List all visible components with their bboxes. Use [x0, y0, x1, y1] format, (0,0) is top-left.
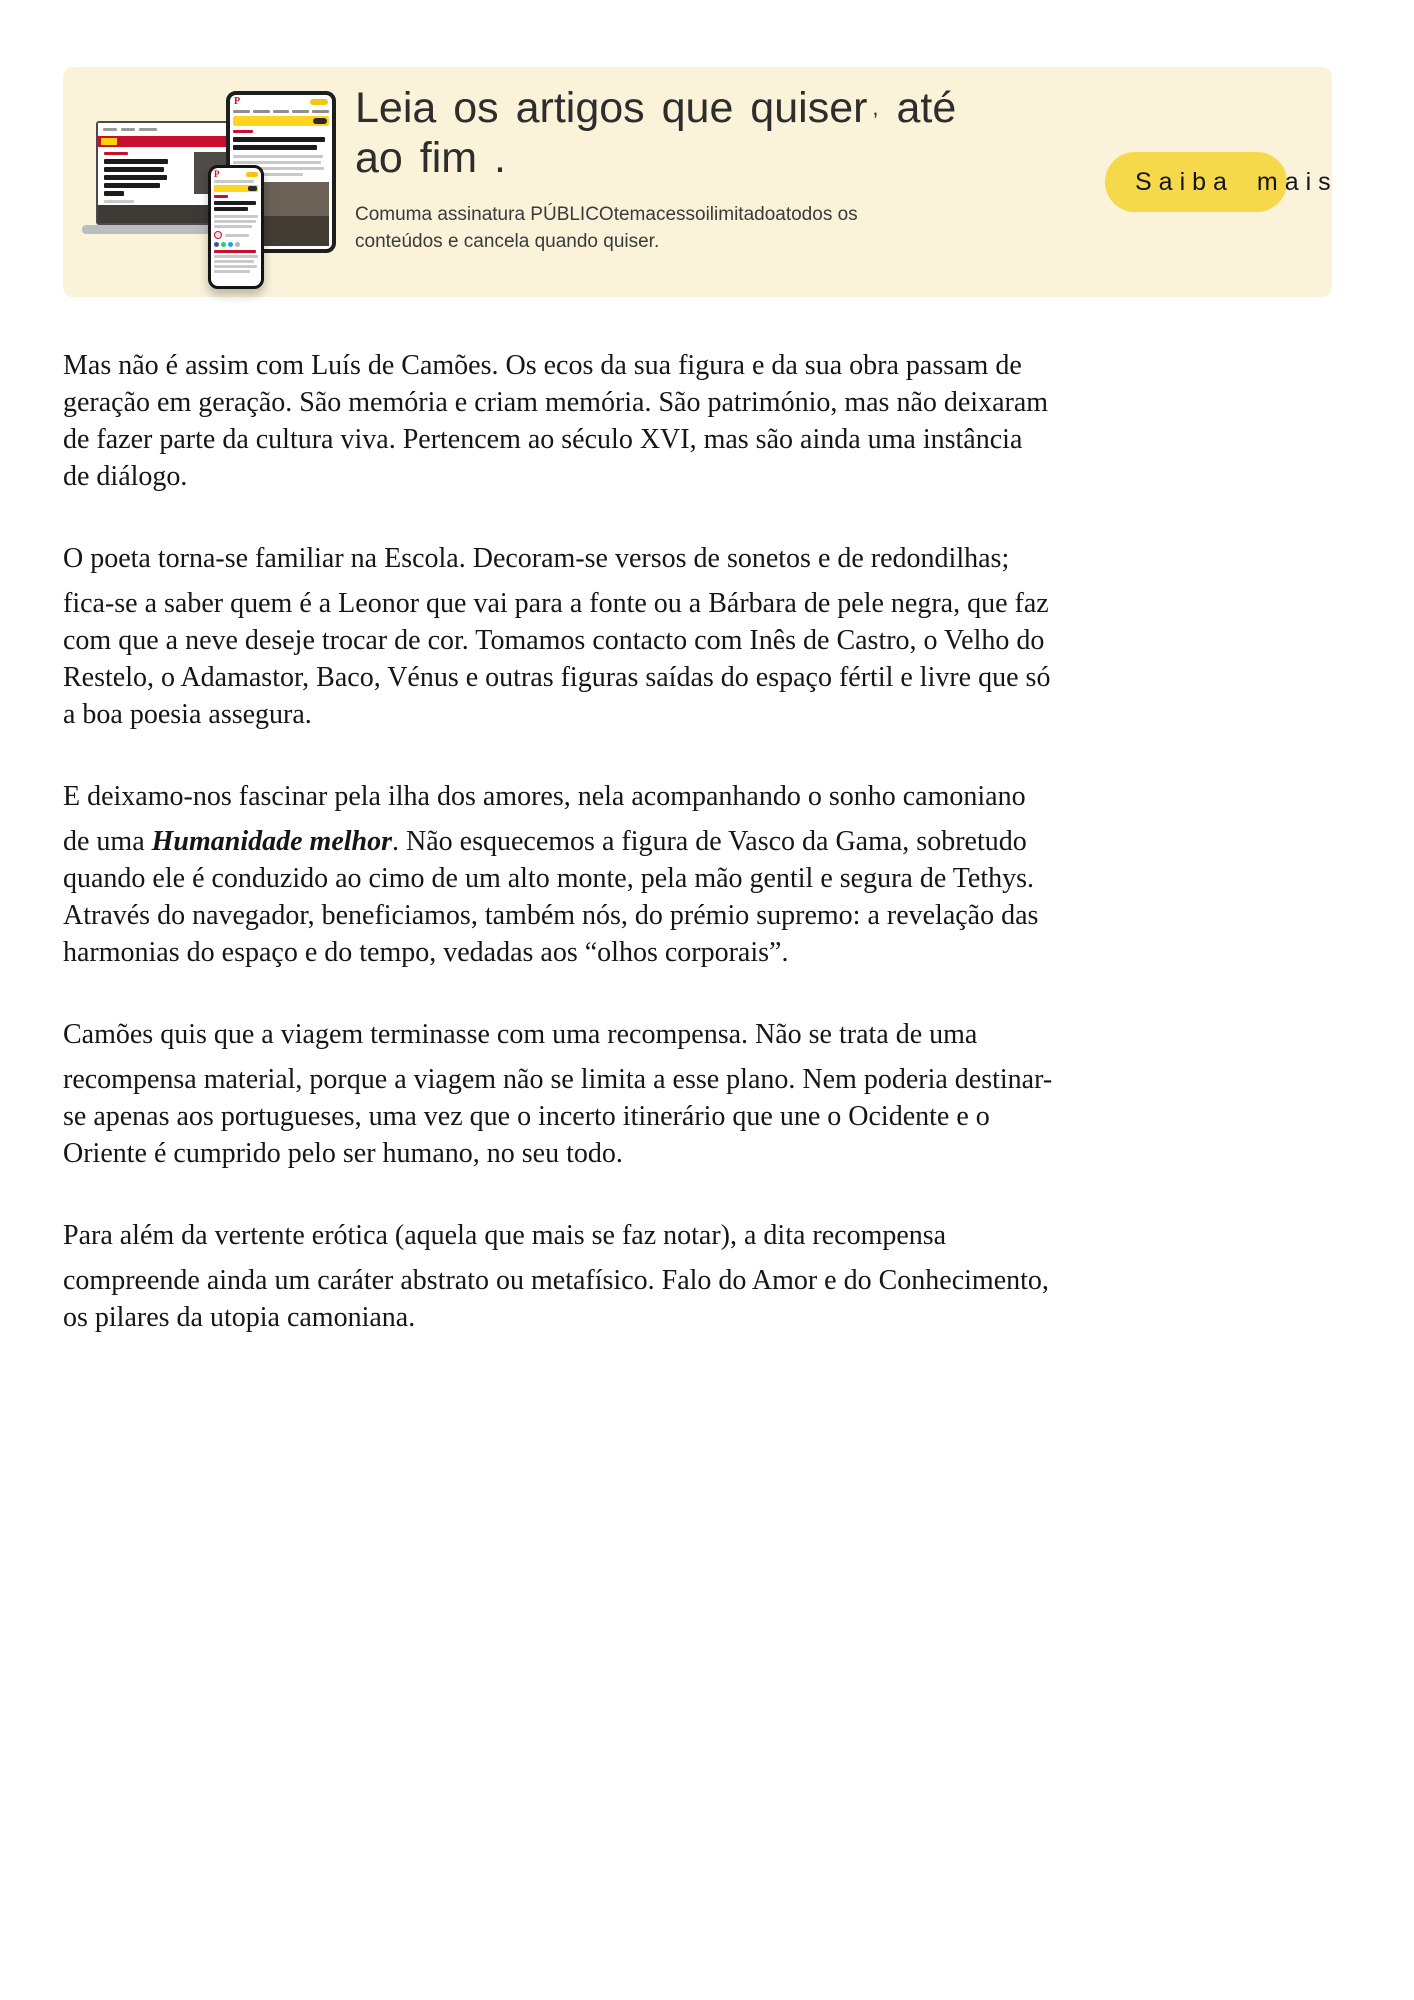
text-line: [233, 155, 323, 158]
kicker-line: [233, 130, 253, 133]
headline-comma: ,: [872, 95, 879, 120]
author-avatar: [214, 231, 222, 239]
nav-dash: [312, 110, 329, 113]
publico-logo-icon: P: [214, 169, 220, 179]
nav-dash: [233, 110, 250, 113]
text-line: [214, 270, 250, 273]
publico-logo-icon: P: [234, 96, 241, 107]
nav-dash: [253, 110, 270, 113]
paragraph-text: Mas não é assim com Luís de Camões. Os ecos da sua figura e da sua obra passam de geração em geração. São memória e criam memória. São património, mas não deixaram de fazer parte da cultura viva. Pertencem ao século XVI, mas são ainda uma instância de diálogo.: [63, 350, 1049, 492]
text-line: [214, 255, 258, 258]
text-line: [233, 161, 321, 164]
share-icon: [235, 242, 240, 247]
phone-topbar: [214, 171, 258, 180]
headline-line: [214, 207, 248, 211]
text-line: [214, 260, 254, 263]
text-line: [214, 180, 254, 183]
yellow-banner-bar: [233, 116, 329, 126]
nav-dash: [273, 110, 290, 113]
mini-button: [313, 118, 327, 124]
paragraph-text: E deixamo-nos fascinar pela ilha dos amores, nela acompanhando o sonho camoniano: [63, 781, 1026, 812]
yellow-banner-bar: [214, 185, 258, 192]
text-line: [214, 225, 252, 228]
headline-line: [104, 191, 124, 196]
text-line: [225, 234, 249, 237]
headline-line: [233, 137, 325, 142]
banner-headline: [355, 83, 1075, 183]
paragraph-text: . Não esquecemos a figura de Vasco da Gama, sobretudo quando ele é conduzido ao cimo de um alto monte, pela mão gentil e segura de Tethys. Através do navegador, beneficiamos, também nós, do prémio supremo: a revelação das harmonias do espaço e do tempo, vedadas aos “olhos corporais”.: [63, 826, 1039, 968]
tablet-topbar: [233, 98, 329, 108]
kicker-line: [104, 152, 128, 155]
paragraph-text: compreende ainda um caráter abstrato ou metafísico. Falo do Amor e do Conhecimento, os pilares da utopia camoniana.: [63, 1265, 1049, 1333]
classroom-photo: [263, 182, 329, 246]
headline-line-1: [355, 83, 1075, 133]
devices-illustration: [88, 89, 378, 294]
social-icons-row: [214, 242, 258, 247]
headline-line: [104, 167, 164, 172]
paragraph: [63, 540, 1055, 733]
paragraph-text: O poeta torna-se familiar na Escola. Decoram-se versos de sonetos e de redondilhas;: [63, 543, 1010, 574]
paragraph-text: fica-se a saber quem é a Leonor que vai para a fonte ou a Bárbara de pele negra, que faz com que a neve deseje trocar de cor. Tomamos contacto com Inês de Castro, o Velho do Restelo, o Adamastor, Baco, Vénus e outras figuras saídas do espaço fértil e livre que só a boa poesia assegura.: [63, 588, 1051, 730]
paragraph: [63, 778, 1055, 971]
text-line: [121, 128, 135, 131]
yellow-chip: [101, 138, 117, 145]
nav-links-row: [233, 110, 329, 113]
saiba-mais-label: Saiba mais: [1135, 167, 1338, 196]
text-line: [139, 128, 157, 131]
text-line: [214, 220, 256, 223]
mini-button: [248, 186, 257, 191]
headline-line: [104, 183, 160, 188]
text-line: [103, 128, 117, 131]
text-line: [104, 200, 134, 203]
headline-line-2: ao fim .: [355, 134, 506, 182]
headline-line: [233, 145, 317, 150]
text-line: [214, 265, 257, 268]
paragraph: [63, 1217, 1055, 1336]
emphasized-phrase: Humanidade melhor: [151, 826, 393, 857]
twitter-icon: [228, 242, 233, 247]
subscription-banner: [63, 67, 1338, 297]
headline-text: Leia os artigos que quiser: [355, 84, 868, 132]
paragraph: [63, 1016, 1055, 1172]
paragraph-text: Camões quis que a viagem terminasse com uma recompensa. Não se trata de uma: [63, 1019, 978, 1050]
paragraph: [63, 347, 1055, 495]
text-line: [214, 215, 258, 218]
paragraph-text: [63, 823, 1055, 971]
facebook-icon: [214, 242, 219, 247]
author-row: [214, 231, 258, 239]
link-line: [214, 250, 256, 253]
headline-line: [104, 175, 167, 180]
banner-text-block: [355, 83, 1075, 255]
paragraph-text: Para além da vertente erótica (aquela que mais se faz notar), a dita recompensa: [63, 1220, 947, 1251]
subscribe-pill: [246, 172, 258, 177]
banner-subtext: Comuma assinatura PÚBLICOtemacessoilimitadoatodos os conteúdos e cancela quando quiser.: [355, 204, 858, 252]
headline-line: [214, 201, 256, 205]
article-body: [63, 347, 1055, 1381]
whatsapp-icon: [221, 242, 226, 247]
paragraph-text: de uma: [63, 826, 152, 857]
phone-mockup: [208, 165, 264, 289]
paragraph-text: recompensa material, porque a viagem não se limita a esse plano. Nem poderia destinar-se apenas aos portugueses, uma vez que o incerto itinerário que une o Ocidente e o Oriente é cumprido pelo ser humano, no seu todo.: [63, 1064, 1053, 1169]
kicker-line: [214, 195, 228, 198]
photo-shadow: [263, 216, 329, 246]
saiba-mais-button[interactable]: [1105, 152, 1338, 212]
subscribe-pill: [310, 99, 328, 105]
headline-line: [104, 159, 168, 164]
nav-dash: [292, 110, 309, 113]
headline-text: até: [879, 84, 957, 132]
